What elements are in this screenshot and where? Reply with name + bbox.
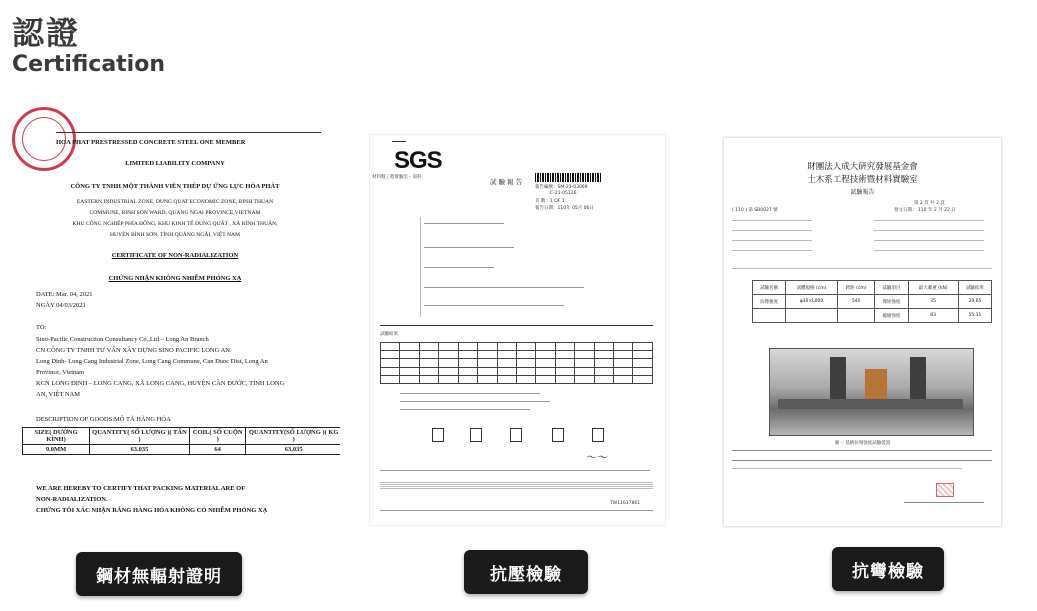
- table-row: [381, 367, 653, 375]
- table-row: [381, 343, 653, 351]
- signature-icon: 〜〜: [585, 451, 607, 464]
- table-header-cell: 跨距 (cm): [837, 281, 875, 295]
- recipient-label: TO:: [36, 324, 47, 331]
- table-cell: 540: [837, 295, 875, 309]
- goods-description-label: DESCRIPTION OF GOODS:MÔ TẢ HÀNG HÓA: [36, 416, 171, 423]
- barcode-icon: [535, 173, 601, 182]
- certification-statement: WE ARE HEREBY TO CERTIFY THAT PACKING MATERIAL ARE OF: [36, 485, 246, 492]
- report-footer-number: TW11617861: [610, 501, 641, 506]
- table-row: [23, 445, 341, 455]
- report-number: ( 110 ) 第 SB0027 號: [732, 208, 778, 213]
- certificate-title-en: CERTIFICATE OF NON-RADIALIZATION: [111, 252, 239, 259]
- certificate-date-vn: NGÀY 04/03/2021: [36, 302, 86, 309]
- table-header-cell: SIZE( DƯỜNG KÍNH): [23, 428, 90, 445]
- recipient-line: CN CÔNG TY TNHH TƯ VẤN XÂY DỰNG SINO PACIFIC LONG AN.: [36, 347, 232, 354]
- table-cell: 彎矩強度: [875, 295, 908, 309]
- report-title: 試驗報告: [850, 189, 875, 196]
- report-date: 報告日期：110年 05月 06日: [535, 206, 594, 211]
- page-title: 認證: [12, 14, 81, 52]
- test-report-compression[interactable]: [370, 135, 665, 525]
- address-line: EASTERN INDUSTRIAL ZONE, DUNG QUAT ECONOMIC ZONE, BINH THUAN: [76, 199, 274, 205]
- results-title: 試驗結果: [380, 332, 398, 337]
- table-row: [381, 359, 653, 367]
- certification-statement: NON-RADIALIZATION.: [36, 496, 108, 503]
- test-diagram-box: [470, 428, 482, 442]
- company-name-en-2: LIMITED LIABILITY COMPANY: [125, 160, 225, 167]
- certification-statement-vn: CHỨNG TÔI XÁC NHẬN RẰNG HÀNG HÓA KHÔNG CÓ NHIỄM PHÓNG XẠ: [36, 507, 268, 514]
- photo-caption: 圖一 基樁抗彎強度試驗裝置: [834, 441, 891, 446]
- label-bending-test[interactable]: 抗彎檢驗: [832, 547, 944, 591]
- certificate-title-vn: CHỨNG NHẬN KHÔNG NHIỄM PHÓNG XẠ: [108, 275, 242, 282]
- table-cell: [837, 309, 875, 323]
- recipient-line: Long Dinh- Long Cang Industrial Zone, Long Cang Commune, Can Duoc Dist, Long An: [36, 358, 268, 365]
- table-header-cell: 試驗項目: [875, 281, 908, 295]
- table-cell: [786, 309, 838, 323]
- table-row: [381, 351, 653, 359]
- report-page: 頁 數：1 OF 1: [535, 199, 565, 204]
- table-cell: 29.65: [958, 295, 991, 309]
- recipient-line: Sino-Pacific Construction Consultancy Co.,Ltd – Long An Branch: [36, 336, 209, 343]
- table-cell: 83: [908, 309, 958, 323]
- table-cell: 35: [908, 295, 958, 309]
- table-cell: [753, 309, 786, 323]
- bending-results-table: [752, 280, 992, 323]
- table-row: [753, 309, 992, 323]
- label-non-radiation-certificate[interactable]: 鋼材無輻射證明: [76, 552, 242, 596]
- lab-name: 材料暨工程實驗室 - 南科: [372, 175, 422, 180]
- official-stamp-icon: [936, 483, 954, 497]
- table-cell: 抗彎強度: [753, 295, 786, 309]
- sgs-logo: SGS: [394, 147, 442, 174]
- table-cell: 9.0MM: [23, 445, 90, 455]
- recipient-line: KCN LONG ĐỊNH – LONG CANG, XÃ LONG CANG, HUYỆN CẦN ĐƯỚC, TỈNH LONG: [36, 380, 285, 387]
- table-header-cell: QUANTITY( SỐ LƯỢNG )( TẤN ): [90, 428, 190, 445]
- recipient-line: Province, Vietnam: [36, 369, 85, 376]
- report-sub-number: C-21-05126: [550, 191, 577, 196]
- table-row: [381, 375, 653, 383]
- table-cell: 破壞強度: [875, 309, 908, 323]
- address-line: KHU CÔNG NGHIỆP PHÍA ĐÔNG, KHU KINH TẾ DUNG QUẤT , XÃ BÌNH THUẬN,: [72, 221, 278, 227]
- certificate-date: DATE: Mar. 04, 2021: [36, 291, 93, 298]
- table-header-cell: COIL( SỐ CUỘN ): [189, 428, 246, 445]
- table-header-cell: QUANTITY(SỐ LƯỢNG )( KG ): [246, 428, 340, 445]
- table-cell: 63.035: [90, 445, 190, 455]
- table-row: [753, 295, 992, 309]
- results-table: [380, 342, 653, 384]
- report-title: 試 驗 報 告: [490, 178, 523, 186]
- page-subtitle: Certification: [12, 52, 166, 77]
- table-cell: 63,035: [246, 445, 340, 455]
- test-diagram-box: [510, 428, 522, 442]
- table-cell: 55.11: [958, 309, 991, 323]
- test-diagram-box: [552, 428, 564, 442]
- table-row: [753, 281, 992, 295]
- test-diagram-box: [592, 428, 604, 442]
- test-report-bending[interactable]: [724, 138, 1001, 526]
- table-header-cell: 試驗結果: [958, 281, 991, 295]
- test-diagram-box: [432, 428, 444, 442]
- table-cell: 64: [189, 445, 246, 455]
- table-cell: φ30×L000: [786, 295, 838, 309]
- address-line: COMMUNE, BINH SON WARD, QUANG NGAI PROVINCE,VIETNAM: [89, 210, 261, 216]
- recipient-line: AN, VIỆT NAM: [36, 391, 80, 398]
- table-header-cell: 最大載重 (kN): [908, 281, 958, 295]
- lab-name: 土木系工程技術暨材料實驗室: [807, 175, 918, 185]
- report-page: 第 2 頁 共 2 頁: [914, 201, 945, 206]
- issue-date: 發文日期： 110 年 2 月 22 日: [894, 208, 956, 213]
- certificate-document-non-radiation[interactable]: [10, 103, 340, 528]
- table-row: [23, 428, 341, 445]
- goods-table: [22, 427, 340, 455]
- label-compression-test[interactable]: 抗壓檢驗: [464, 550, 588, 594]
- address-line: HUYỆN BÌNH SƠN, TỈNH QUẢNG NGÃI, VIỆT NAM: [109, 232, 241, 238]
- test-setup-photo: [769, 348, 974, 436]
- company-name-en: HOA PHAT PRESTRESSED CONCRETE STEEL ONE MEMBER: [56, 139, 246, 146]
- table-header-cell: 試體規格 (cm): [786, 281, 838, 295]
- table-header-cell: 試驗名稱: [753, 281, 786, 295]
- company-name-vn: CÔNG TY TNHH MỘT THÀNH VIÊN THÉP DỰ ỨNG LỰC HÒA PHÁT: [70, 183, 280, 190]
- report-number: 報告編號：SM-21-03069: [535, 185, 588, 190]
- organization-name: 財團法人成大研究發展基金會: [807, 162, 918, 172]
